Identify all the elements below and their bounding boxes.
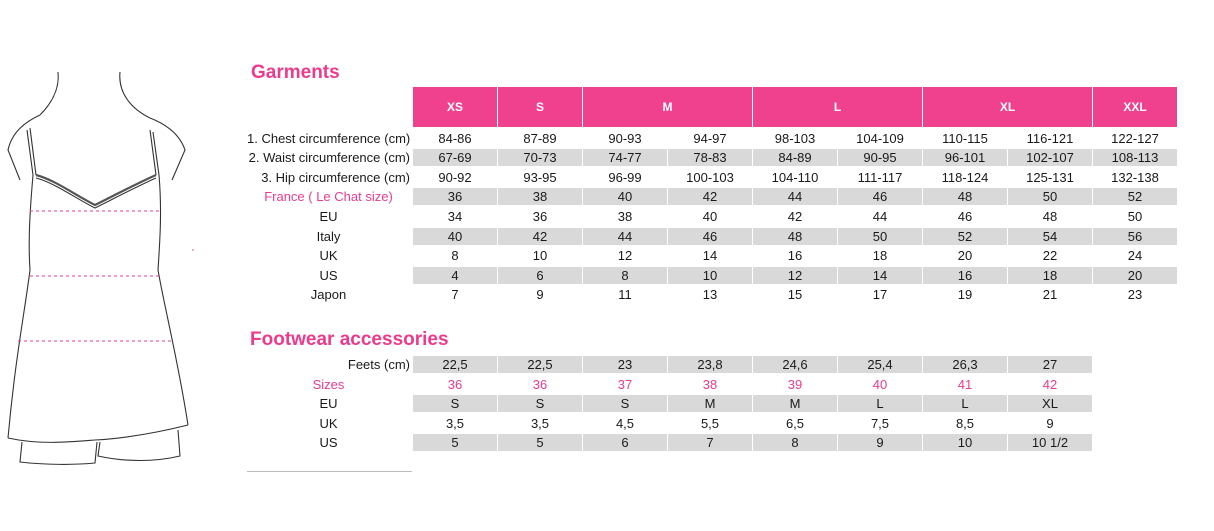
table-cell: 14 xyxy=(702,248,718,264)
table-cell: 26,3 xyxy=(923,356,1007,373)
table-cell: 104-109 xyxy=(856,130,904,146)
table-cell: 5 xyxy=(413,434,497,451)
table-cell: 116-121 xyxy=(1026,130,1074,146)
table-cell: 118-124 xyxy=(941,169,989,185)
table-cell: 9 xyxy=(1046,415,1054,431)
table-cell: 25,4 xyxy=(838,356,922,373)
table-cell: 3,5 xyxy=(530,415,550,431)
table-cell: 11 xyxy=(618,287,632,303)
footwear-title: Footwear accessories xyxy=(250,329,449,350)
table-cell: 7,5 xyxy=(870,415,890,431)
table-cell: 24,6 xyxy=(753,356,837,373)
table-cell: 38 xyxy=(617,208,633,224)
table-cell: 8 xyxy=(583,267,667,284)
table-cell: 40 xyxy=(702,208,718,224)
table-cell: 18 xyxy=(872,248,888,264)
table-cell: 44 xyxy=(872,208,888,224)
row-label: UK xyxy=(319,415,338,431)
table-cell: 16 xyxy=(787,248,803,264)
table-cell: 39 xyxy=(787,376,803,392)
table-cell: 23 xyxy=(583,356,667,373)
table-cell: 38 xyxy=(498,188,582,205)
row-label: 3. Hip circumference (cm) xyxy=(261,169,410,185)
table-cell: 84-89 xyxy=(753,149,837,166)
table-cell: 23,8 xyxy=(668,356,752,373)
table-cell: 16 xyxy=(923,267,1007,284)
table-cell: 5,5 xyxy=(700,415,720,431)
size-header-l: L xyxy=(753,87,922,127)
table-cell: 96-99 xyxy=(608,169,642,185)
table-cell: 13 xyxy=(702,287,718,303)
garment-illustration xyxy=(0,70,200,470)
table-cell: 27 xyxy=(1008,356,1092,373)
table-cell: 42 xyxy=(787,208,803,224)
table-cell: S xyxy=(413,395,497,412)
table-cell: 36 xyxy=(532,208,548,224)
table-cell: 6,5 xyxy=(785,415,805,431)
table-cell: 98-103 xyxy=(774,130,816,146)
table-cell: 100-103 xyxy=(686,169,734,185)
table-cell: 20 xyxy=(957,248,973,264)
table-cell: 90-93 xyxy=(608,130,642,146)
table-cell: M xyxy=(668,395,752,412)
row-label: US xyxy=(319,267,338,283)
table-cell: 34 xyxy=(447,208,463,224)
row-label: 1. Chest circumference (cm) xyxy=(247,130,411,146)
row-label: EU xyxy=(319,396,338,412)
header-spacer xyxy=(247,87,412,104)
table-cell: 46 xyxy=(668,228,752,245)
table-cell: 84-86 xyxy=(438,130,472,146)
table-cell: 6 xyxy=(498,267,582,284)
table-cell: 6 xyxy=(583,434,667,451)
table-cell: 22 xyxy=(1042,248,1058,264)
table-cell: 23 xyxy=(1127,287,1143,303)
table-cell: M xyxy=(753,395,837,412)
table-cell: 42 xyxy=(1042,376,1058,392)
table-cell: 132-138 xyxy=(1111,169,1159,185)
table-cell: 74-77 xyxy=(583,149,667,166)
table-cell: 5 xyxy=(498,434,582,451)
table-cell: 9 xyxy=(838,434,922,451)
table-cell: 10 1/2 xyxy=(1008,434,1092,451)
table-cell: 41 xyxy=(957,376,973,392)
table-cell: 38 xyxy=(702,376,718,392)
table-cell: 125-131 xyxy=(1026,169,1074,185)
table-cell: 8 xyxy=(753,434,837,451)
row-label: France ( Le Chat size) xyxy=(264,189,393,205)
table-cell: 12 xyxy=(753,267,837,284)
divider xyxy=(247,471,412,472)
size-header-m: M xyxy=(583,87,752,127)
table-cell: 17 xyxy=(872,287,888,303)
row-label: 2. Waist circumference (cm) xyxy=(248,150,410,166)
table-cell: 108-113 xyxy=(1093,149,1177,166)
table-cell: 4 xyxy=(413,267,497,284)
row-label: Sizes xyxy=(312,376,345,392)
table-cell: 15 xyxy=(787,287,803,303)
table-cell: 102-107 xyxy=(1008,149,1092,166)
table-cell: 36 xyxy=(447,376,463,392)
table-cell: 67-69 xyxy=(413,149,497,166)
table-cell: 52 xyxy=(1093,188,1177,205)
table-cell: S xyxy=(498,395,582,412)
table-cell: 10 xyxy=(532,248,548,264)
row-label: US xyxy=(319,435,338,451)
table-cell: 7 xyxy=(451,287,459,303)
table-cell: 52 xyxy=(923,228,1007,245)
row-label: UK xyxy=(319,248,338,264)
table-cell: 37 xyxy=(617,376,633,392)
table-cell: 36 xyxy=(413,188,497,205)
table-cell: 44 xyxy=(583,228,667,245)
row-label: Italy xyxy=(316,228,341,244)
table-cell: 50 xyxy=(1008,188,1092,205)
table-cell: 50 xyxy=(838,228,922,245)
table-cell: 42 xyxy=(498,228,582,245)
size-header-xxl: XXL xyxy=(1093,87,1177,127)
table-cell: 21 xyxy=(1042,287,1058,303)
table-cell: 70-73 xyxy=(498,149,582,166)
table-cell: 46 xyxy=(838,188,922,205)
table-cell: 122-127 xyxy=(1111,130,1159,146)
table-cell: 56 xyxy=(1093,228,1177,245)
table-cell: 10 xyxy=(923,434,1007,451)
table-cell: 78-83 xyxy=(668,149,752,166)
table-cell: L xyxy=(923,395,1007,412)
size-header-s: S xyxy=(498,87,582,127)
table-cell: 10 xyxy=(668,267,752,284)
table-cell: 42 xyxy=(668,188,752,205)
table-cell: 48 xyxy=(753,228,837,245)
table-cell: 40 xyxy=(413,228,497,245)
table-cell: 90-95 xyxy=(838,149,922,166)
table-cell: XL xyxy=(1008,395,1092,412)
garment-size-table xyxy=(247,87,1177,303)
table-cell: 48 xyxy=(923,188,1007,205)
table-cell: S xyxy=(583,395,667,412)
table-cell: 24 xyxy=(1127,248,1143,264)
table-cell: 22,5 xyxy=(413,356,497,373)
table-cell: 9 xyxy=(536,287,544,303)
table-cell: 93-95 xyxy=(523,169,557,185)
footwear-size-table xyxy=(247,356,1092,451)
table-cell: L xyxy=(838,395,922,412)
row-label: Japon xyxy=(310,287,347,303)
table-cell: 7 xyxy=(668,434,752,451)
table-cell: 50 xyxy=(1127,208,1143,224)
row-label: EU xyxy=(319,208,338,224)
table-cell: 48 xyxy=(1042,208,1058,224)
table-cell: 104-110 xyxy=(771,169,819,185)
table-cell: 8 xyxy=(451,248,459,264)
table-cell: 19 xyxy=(957,287,973,303)
table-cell: 40 xyxy=(872,376,888,392)
table-cell: 46 xyxy=(957,208,973,224)
table-cell: 40 xyxy=(583,188,667,205)
table-cell: 36 xyxy=(532,376,548,392)
size-header-xl: XL xyxy=(923,87,1092,127)
garments-title: Garments xyxy=(251,62,340,83)
table-cell: 44 xyxy=(753,188,837,205)
table-cell: 12 xyxy=(617,248,633,264)
table-cell: 22,5 xyxy=(498,356,582,373)
table-cell: 110-115 xyxy=(942,130,988,146)
table-cell: 94-97 xyxy=(693,130,727,146)
table-cell: 8,5 xyxy=(955,415,975,431)
table-cell: 87-89 xyxy=(523,130,557,146)
table-cell: 18 xyxy=(1008,267,1092,284)
table-cell: 90-92 xyxy=(438,169,472,185)
row-label: Feets (cm) xyxy=(347,357,410,372)
table-cell: 4,5 xyxy=(615,415,635,431)
size-header-xs: XS xyxy=(413,87,497,127)
table-cell: 20 xyxy=(1093,267,1177,284)
table-cell: 3,5 xyxy=(445,415,465,431)
table-cell: 54 xyxy=(1008,228,1092,245)
table-cell: 111-117 xyxy=(857,169,903,185)
table-cell: 96-101 xyxy=(923,149,1007,166)
table-cell: 14 xyxy=(838,267,922,284)
